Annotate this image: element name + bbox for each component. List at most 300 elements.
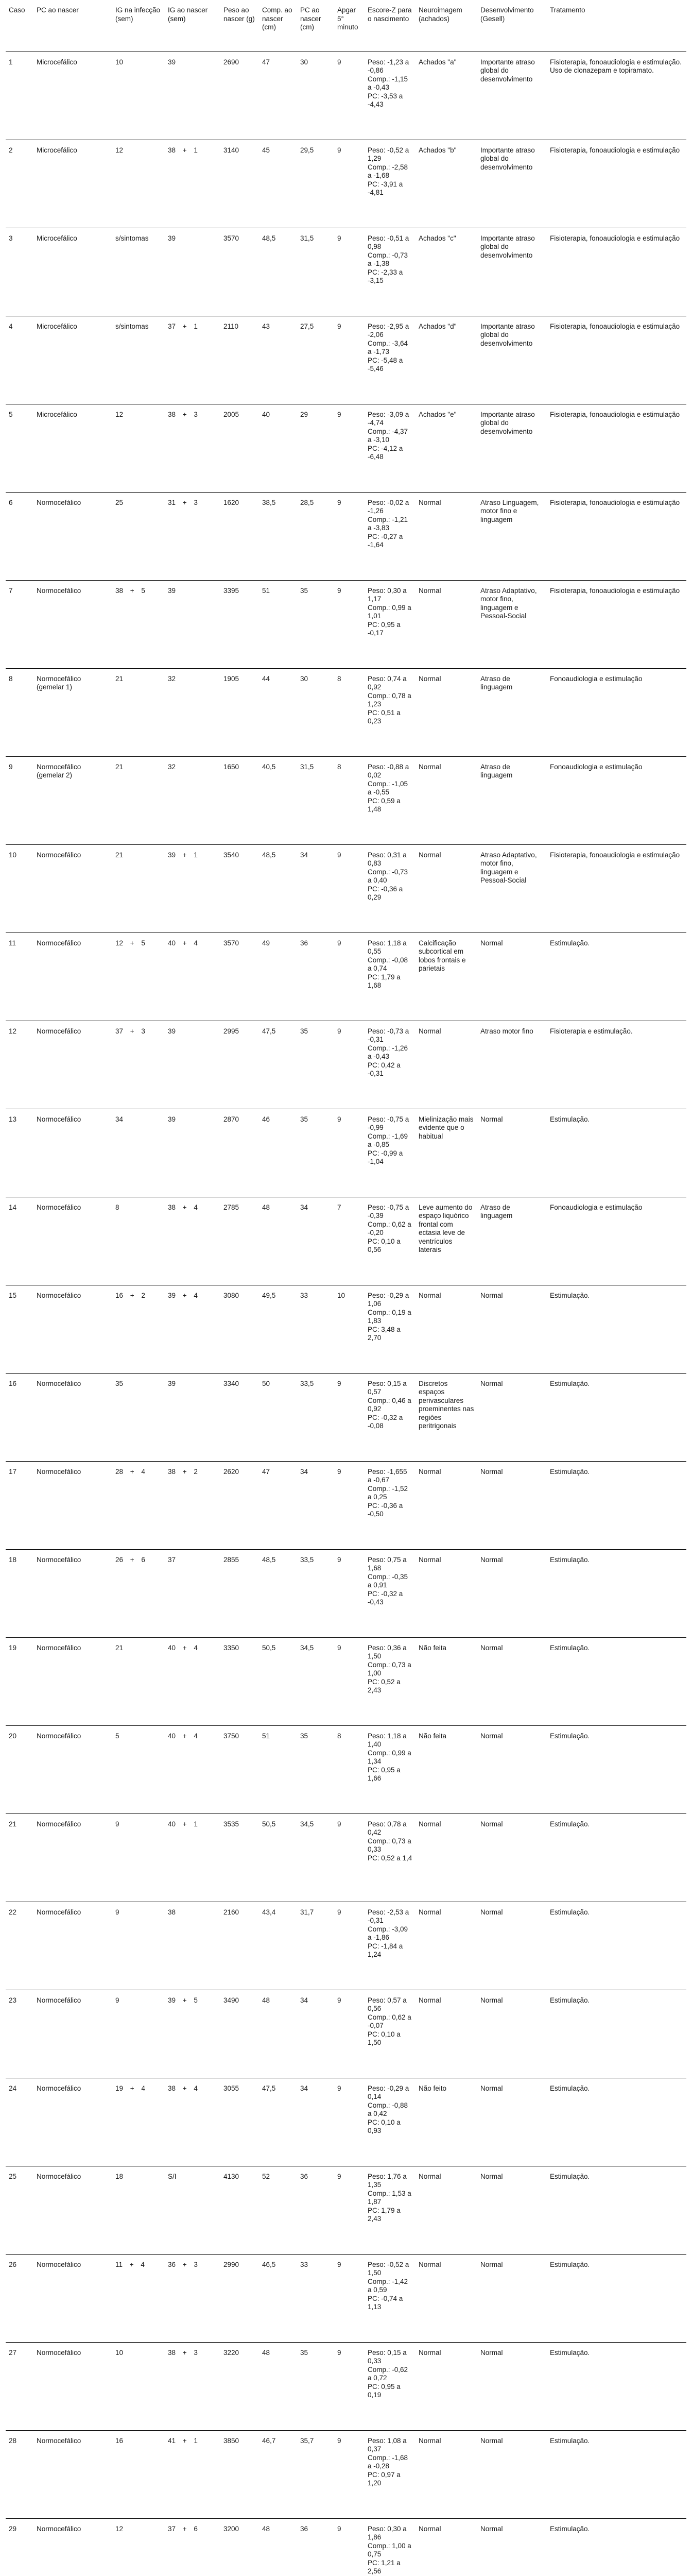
cell-apgar: 9	[334, 1461, 365, 1549]
cell-ig-na-infeccao: 11 + 4	[112, 2254, 165, 2342]
cell-ig-na-infeccao: 12	[112, 2518, 165, 2576]
cell-apgar: 9	[334, 844, 365, 933]
cell-neuroimagem: Discretos espaços perivasculares proeminentes nas regiões peritrigonais	[416, 1373, 477, 1461]
cell-caso: 26	[6, 2254, 33, 2342]
cell-neuroimagem: Normal	[416, 1021, 477, 1109]
cell-comp: 40,5	[259, 756, 297, 844]
cell-caso: 7	[6, 580, 33, 668]
cell-pc-cm: 31,5	[297, 756, 334, 844]
cell-escore-z: Peso: 1,18 a 1,40 Comp.: 0,99 a 1,34 PC: 0,95 a 1,66	[365, 1725, 416, 1814]
cell-escore-z: Peso: 0,30 a 1,86 Comp.: 1,00 a 0,75 PC: 1,21 a 2,56	[365, 2518, 416, 2576]
table-row	[6, 1373, 686, 1461]
header-neuroimagem: Neuroimagem (achados)	[416, 0, 477, 52]
cell-peso: 1620	[220, 492, 259, 580]
cell-tratamento: Fisioterapia, fonoaudiologia e estimulação	[547, 140, 686, 228]
table-row	[6, 2430, 686, 2518]
cell-ig-ao-nascer: 40 + 4	[165, 1637, 220, 1725]
cell-desenvolvimento: Normal	[477, 933, 547, 1021]
cell-ig-ao-nascer: 40 + 1	[165, 1814, 220, 1902]
cell-pc-ao-nascer: Microcefálico	[33, 316, 112, 404]
cell-desenvolvimento: Atraso de linguagem	[477, 756, 547, 844]
cell-peso: 3750	[220, 1725, 259, 1814]
cell-desenvolvimento: Normal	[477, 2342, 547, 2430]
cell-pc-ao-nascer: Normocefálico	[33, 1373, 112, 1461]
cell-neuroimagem: Normal	[416, 492, 477, 580]
cell-escore-z: Peso: 1,18 a 0,55 Comp.: -0,08 a 0,74 PC: 1,79 a 1,68	[365, 933, 416, 1021]
cell-pc-ao-nascer: Normocefálico	[33, 2342, 112, 2430]
cell-pc-cm: 34	[297, 1461, 334, 1549]
cell-pc-ao-nascer: Normocefálico	[33, 1461, 112, 1549]
cell-pc-cm: 33,5	[297, 1549, 334, 1637]
cell-comp: 52	[259, 2166, 297, 2254]
cell-ig-na-infeccao: 35	[112, 1373, 165, 1461]
cell-caso: 19	[6, 1637, 33, 1725]
cell-escore-z: Peso: 0,15 a 0,57 Comp.: 0,46 a 0,92 PC: -0,32 a -0,08	[365, 1373, 416, 1461]
cell-ig-na-infeccao: 19 + 4	[112, 2078, 165, 2166]
cell-ig-ao-nascer: 32	[165, 756, 220, 844]
cell-caso: 2	[6, 140, 33, 228]
cell-comp: 38,5	[259, 492, 297, 580]
cell-pc-cm: 34	[297, 1197, 334, 1285]
cell-pc-cm: 34,5	[297, 1637, 334, 1725]
cell-caso: 6	[6, 492, 33, 580]
cell-apgar: 9	[334, 52, 365, 140]
cell-pc-cm: 33	[297, 1285, 334, 1373]
cases-table	[6, 0, 686, 2576]
cell-ig-na-infeccao: 38 + 5	[112, 580, 165, 668]
cell-apgar: 9	[334, 2254, 365, 2342]
cell-tratamento: Estimulação.	[547, 2254, 686, 2342]
cell-pc-ao-nascer: Normocefálico	[33, 1902, 112, 1990]
cell-caso: 10	[6, 844, 33, 933]
table-row	[6, 1549, 686, 1637]
table-row	[6, 580, 686, 668]
cell-apgar: 9	[334, 2078, 365, 2166]
cell-pc-cm: 33	[297, 2254, 334, 2342]
table-row	[6, 492, 686, 580]
cell-pc-cm: 34	[297, 844, 334, 933]
table-row	[6, 1725, 686, 1814]
cell-ig-na-infeccao: 18	[112, 2166, 165, 2254]
cell-caso: 18	[6, 1549, 33, 1637]
header-desenvolvimento: Desenvolvimento (Gesell)	[477, 0, 547, 52]
cell-pc-cm: 34,5	[297, 1814, 334, 1902]
cell-ig-ao-nascer: 37	[165, 1549, 220, 1637]
cell-escore-z: Peso: 1,76 a 1,35 Comp.: 1,53 a 1,87 PC: 1,79 a 2,43	[365, 2166, 416, 2254]
cell-pc-cm: 34	[297, 1990, 334, 2078]
cell-peso: 2870	[220, 1109, 259, 1197]
cell-peso: 2995	[220, 1021, 259, 1109]
cell-pc-ao-nascer: Microcefálico	[33, 404, 112, 492]
cell-tratamento: Fisioterapia e estimulação.	[547, 1021, 686, 1109]
header-escore-z: Escore-Z para o nascimento	[365, 0, 416, 52]
cell-neuroimagem: Normal	[416, 1549, 477, 1637]
cell-peso: 2160	[220, 1902, 259, 1990]
cell-apgar: 9	[334, 2166, 365, 2254]
cell-caso: 1	[6, 52, 33, 140]
cell-pc-cm: 36	[297, 933, 334, 1021]
table-row	[6, 140, 686, 228]
table-row	[6, 1461, 686, 1549]
cell-comp: 49	[259, 933, 297, 1021]
cell-pc-cm: 35	[297, 580, 334, 668]
cell-tratamento: Fisioterapia, fonoaudiologia e estimulação	[547, 404, 686, 492]
cell-escore-z: Peso: -0,02 a -1,26 Comp.: -1,21 a -3,83 PC: -0,27 a -1,64	[365, 492, 416, 580]
cell-caso: 3	[6, 228, 33, 316]
cell-tratamento: Fisioterapia, fonoaudiologia e estimulação	[547, 492, 686, 580]
cell-pc-cm: 30	[297, 52, 334, 140]
cell-tratamento: Estimulação.	[547, 1461, 686, 1549]
cell-tratamento: Fisioterapia, fonoaudiologia e estimulação. Uso de clonazepam e topiramato.	[547, 52, 686, 140]
cell-desenvolvimento: Normal	[477, 1725, 547, 1814]
cell-apgar: 9	[334, 580, 365, 668]
cell-ig-na-infeccao: 34	[112, 1109, 165, 1197]
cell-apgar: 9	[334, 933, 365, 1021]
cell-comp: 46	[259, 1109, 297, 1197]
cell-tratamento: Estimulação.	[547, 1814, 686, 1902]
cell-comp: 48	[259, 2518, 297, 2576]
cell-ig-na-infeccao: 9	[112, 1814, 165, 1902]
cell-ig-na-infeccao: 12 + 5	[112, 933, 165, 1021]
cell-neuroimagem: Não feita	[416, 1637, 477, 1725]
cell-comp: 48	[259, 1197, 297, 1285]
cell-ig-na-infeccao: 26 + 6	[112, 1549, 165, 1637]
cell-tratamento: Estimulação.	[547, 2430, 686, 2518]
cell-pc-cm: 31,5	[297, 228, 334, 316]
cell-tratamento: Estimulação.	[547, 1990, 686, 2078]
cell-apgar: 9	[334, 316, 365, 404]
table-row	[6, 2342, 686, 2430]
cell-apgar: 9	[334, 1373, 365, 1461]
cell-pc-ao-nascer: Microcefálico	[33, 228, 112, 316]
cell-comp: 48	[259, 1990, 297, 2078]
cell-ig-ao-nascer: 39	[165, 1021, 220, 1109]
cell-desenvolvimento: Importante atraso global do desenvolvimento	[477, 228, 547, 316]
cell-neuroimagem: Não feito	[416, 2078, 477, 2166]
header-ig-na-infeccao: IG na infecção (sem)	[112, 0, 165, 52]
cell-ig-na-infeccao: 10	[112, 52, 165, 140]
cell-escore-z: Peso: -3,09 a -4,74 Comp.: -4,37 a -3,10 PC: -4,12 a -6,48	[365, 404, 416, 492]
cell-pc-ao-nascer: Normocefálico	[33, 1197, 112, 1285]
cell-ig-na-infeccao: 21	[112, 756, 165, 844]
cell-pc-ao-nascer: Normocefálico	[33, 1109, 112, 1197]
cell-pc-ao-nascer: Microcefálico	[33, 140, 112, 228]
cell-comp: 47,5	[259, 2078, 297, 2166]
cell-caso: 15	[6, 1285, 33, 1373]
cell-escore-z: Peso: 1,08 a 0,37 Comp.: -1,68 a -0,28 PC: 0,97 a 1,20	[365, 2430, 416, 2518]
cell-caso: 22	[6, 1902, 33, 1990]
cell-desenvolvimento: Normal	[477, 1285, 547, 1373]
cell-neuroimagem: Achados "e"	[416, 404, 477, 492]
cell-comp: 44	[259, 668, 297, 756]
cell-pc-ao-nascer: Microcefálico	[33, 52, 112, 140]
cell-neuroimagem: Normal	[416, 1814, 477, 1902]
cell-peso: 2990	[220, 2254, 259, 2342]
cell-escore-z: Peso: 0,74 a 0,92 Comp.: 0,78 a 1,23 PC: 0,51 a 0,23	[365, 668, 416, 756]
table-row	[6, 1814, 686, 1902]
table-header-row	[6, 0, 686, 52]
cell-ig-ao-nascer: 39 + 4	[165, 1285, 220, 1373]
cell-neuroimagem: Calcificação subcortical em lobos frontais e parietais	[416, 933, 477, 1021]
cell-caso: 11	[6, 933, 33, 1021]
cell-comp: 43,4	[259, 1902, 297, 1990]
cell-desenvolvimento: Normal	[477, 2254, 547, 2342]
cell-tratamento: Estimulação.	[547, 1549, 686, 1637]
cell-desenvolvimento: Normal	[477, 1461, 547, 1549]
cell-tratamento: Fisioterapia, fonoaudiologia e estimulação	[547, 316, 686, 404]
cell-apgar: 9	[334, 1990, 365, 2078]
cell-desenvolvimento: Normal	[477, 1637, 547, 1725]
cell-neuroimagem: Leve aumento do espaço liquórico frontal com ectasia leve de ventrículos laterais	[416, 1197, 477, 1285]
cell-caso: 16	[6, 1373, 33, 1461]
cell-escore-z: Peso: -0,29 a 0,14 Comp.: -0,88 a 0,42 PC: 0,10 a 0,93	[365, 2078, 416, 2166]
cell-tratamento: Estimulação.	[547, 2166, 686, 2254]
cell-pc-ao-nascer: Normocefálico	[33, 1725, 112, 1814]
cell-pc-ao-nascer: Normocefálico	[33, 2166, 112, 2254]
table-row	[6, 2254, 686, 2342]
cell-ig-ao-nascer: 40 + 4	[165, 933, 220, 1021]
cell-pc-cm: 29,5	[297, 140, 334, 228]
table-body	[6, 52, 686, 2576]
cell-apgar: 9	[334, 1637, 365, 1725]
cell-apgar: 9	[334, 492, 365, 580]
cell-comp: 48,5	[259, 228, 297, 316]
cell-caso: 4	[6, 316, 33, 404]
cell-peso: 2005	[220, 404, 259, 492]
cell-caso: 27	[6, 2342, 33, 2430]
cell-neuroimagem: Normal	[416, 844, 477, 933]
cell-apgar: 7	[334, 1197, 365, 1285]
cell-apgar: 9	[334, 2518, 365, 2576]
cell-neuroimagem: Normal	[416, 580, 477, 668]
cell-comp: 47	[259, 52, 297, 140]
cell-peso: 2785	[220, 1197, 259, 1285]
cell-comp: 48,5	[259, 844, 297, 933]
cell-caso: 29	[6, 2518, 33, 2576]
cell-tratamento: Estimulação.	[547, 1725, 686, 1814]
cell-pc-ao-nascer: Normocefálico (gemelar 1)	[33, 668, 112, 756]
table-row	[6, 1021, 686, 1109]
cell-escore-z: Peso: -1,23 a -0,86 Comp.: -1,15 a -0,43 PC: -3,53 a -4,43	[365, 52, 416, 140]
cell-peso: 4130	[220, 2166, 259, 2254]
cell-tratamento: Fonoaudiologia e estimulação	[547, 756, 686, 844]
header-apgar: Apgar 5° minuto	[334, 0, 365, 52]
cell-desenvolvimento: Atraso Linguagem, motor fino e linguagem	[477, 492, 547, 580]
cell-escore-z: Peso: -0,52 a 1,50 Comp.: -1,42 a 0,59 PC: -0,74 a 1,13	[365, 2254, 416, 2342]
cell-pc-ao-nascer: Normocefálico	[33, 492, 112, 580]
cell-ig-ao-nascer: 38 + 4	[165, 2078, 220, 2166]
cell-peso: 3350	[220, 1637, 259, 1725]
cell-escore-z: Peso: -2,95 a -2,06 Comp.: -3,64 a -1,73 PC: -5,48 a -5,46	[365, 316, 416, 404]
cell-peso: 3200	[220, 2518, 259, 2576]
cell-comp: 47	[259, 1461, 297, 1549]
cell-neuroimagem: Normal	[416, 1285, 477, 1373]
cell-pc-ao-nascer: Normocefálico	[33, 580, 112, 668]
cell-caso: 21	[6, 1814, 33, 1902]
cell-comp: 40	[259, 404, 297, 492]
cell-tratamento: Estimulação.	[547, 1902, 686, 1990]
cell-peso: 3490	[220, 1990, 259, 2078]
cell-ig-ao-nascer: 38 + 4	[165, 1197, 220, 1285]
header-comp-ao-nascer: Comp. ao nascer (cm)	[259, 0, 297, 52]
cell-comp: 48	[259, 2342, 297, 2430]
cell-pc-ao-nascer: Normocefálico	[33, 2078, 112, 2166]
table-row	[6, 844, 686, 933]
cell-peso: 1650	[220, 756, 259, 844]
cell-desenvolvimento: Atraso motor fino	[477, 1021, 547, 1109]
cell-desenvolvimento: Normal	[477, 2430, 547, 2518]
cell-peso: 2620	[220, 1461, 259, 1549]
cell-desenvolvimento: Importante atraso global do desenvolvimento	[477, 404, 547, 492]
cell-comp: 50,5	[259, 1814, 297, 1902]
cell-tratamento: Estimulação.	[547, 933, 686, 1021]
cell-caso: 8	[6, 668, 33, 756]
cell-apgar: 9	[334, 1902, 365, 1990]
cell-escore-z: Peso: 0,36 a 1,50 Comp.: 0,73 a 1,00 PC: 0,52 a 2,43	[365, 1637, 416, 1725]
cell-tratamento: Estimulação.	[547, 1285, 686, 1373]
cell-apgar: 9	[334, 1814, 365, 1902]
cell-pc-cm: 27,5	[297, 316, 334, 404]
cell-neuroimagem: Achados "a"	[416, 52, 477, 140]
table-row	[6, 2166, 686, 2254]
cell-pc-ao-nascer: Normocefálico	[33, 2430, 112, 2518]
cell-comp: 50,5	[259, 1637, 297, 1725]
cell-tratamento: Estimulação.	[547, 2078, 686, 2166]
cell-peso: 2855	[220, 1549, 259, 1637]
header-ig-ao-nascer: IG ao nascer (sem)	[165, 0, 220, 52]
table-row	[6, 1902, 686, 1990]
cell-neuroimagem: Normal	[416, 1902, 477, 1990]
cell-peso: 2110	[220, 316, 259, 404]
cell-ig-na-infeccao: 37 + 3	[112, 1021, 165, 1109]
cell-ig-ao-nascer: 38 + 3	[165, 2342, 220, 2430]
cell-neuroimagem: Normal	[416, 756, 477, 844]
cell-caso: 28	[6, 2430, 33, 2518]
cell-ig-na-infeccao: 28 + 4	[112, 1461, 165, 1549]
cell-ig-na-infeccao: 12	[112, 140, 165, 228]
cell-pc-cm: 31,7	[297, 1902, 334, 1990]
cell-peso: 3570	[220, 933, 259, 1021]
cell-escore-z: Peso: -2,53 a -0,31 Comp.: -3,09 a -1,86 PC: -1,84 a 1,24	[365, 1902, 416, 1990]
cell-escore-z: Peso: -0,29 a 1,06 Comp.: 0,19 a 1,83 PC: 3,48 a 2,70	[365, 1285, 416, 1373]
cell-desenvolvimento: Normal	[477, 2078, 547, 2166]
cell-pc-cm: 35	[297, 1021, 334, 1109]
cell-pc-cm: 30	[297, 668, 334, 756]
cell-ig-ao-nascer: 38 + 3	[165, 404, 220, 492]
cell-comp: 51	[259, 580, 297, 668]
cell-tratamento: Estimulação.	[547, 2342, 686, 2430]
cell-apgar: 9	[334, 228, 365, 316]
cell-pc-ao-nascer: Normocefálico	[33, 2254, 112, 2342]
cell-pc-ao-nascer: Normocefálico (gemelar 2)	[33, 756, 112, 844]
cell-tratamento: Estimulação.	[547, 1637, 686, 1725]
cell-peso: 3535	[220, 1814, 259, 1902]
cell-escore-z: Peso: -0,75 a -0,99 Comp.: -1,69 a -0,85 PC: -0,99 a -1,04	[365, 1109, 416, 1197]
cell-comp: 46,7	[259, 2430, 297, 2518]
cell-tratamento: Estimulação.	[547, 1109, 686, 1197]
cell-neuroimagem: Normal	[416, 2254, 477, 2342]
cell-apgar: 10	[334, 1285, 365, 1373]
cell-ig-na-infeccao: 16 + 2	[112, 1285, 165, 1373]
cell-caso: 23	[6, 1990, 33, 2078]
cell-caso: 9	[6, 756, 33, 844]
cell-ig-ao-nascer: 39 + 1	[165, 844, 220, 933]
table-row	[6, 1197, 686, 1285]
cell-comp: 47,5	[259, 1021, 297, 1109]
cell-caso: 13	[6, 1109, 33, 1197]
cell-caso: 5	[6, 404, 33, 492]
cell-neuroimagem: Achados "d"	[416, 316, 477, 404]
cell-caso: 20	[6, 1725, 33, 1814]
cell-pc-cm: 33,5	[297, 1373, 334, 1461]
cell-tratamento: Fonoaudiologia e estimulação	[547, 1197, 686, 1285]
cell-ig-na-infeccao: 21	[112, 1637, 165, 1725]
cell-pc-cm: 36	[297, 2166, 334, 2254]
cell-pc-cm: 35	[297, 1725, 334, 1814]
cell-pc-ao-nascer: Normocefálico	[33, 2518, 112, 2576]
cell-ig-ao-nascer: 38	[165, 1902, 220, 1990]
cell-comp: 45	[259, 140, 297, 228]
cell-ig-ao-nascer: 39	[165, 1373, 220, 1461]
cell-neuroimagem: Não feita	[416, 1725, 477, 1814]
cell-apgar: 9	[334, 2430, 365, 2518]
cell-ig-ao-nascer: 39	[165, 228, 220, 316]
cell-neuroimagem: Normal	[416, 1461, 477, 1549]
cell-ig-na-infeccao: 21	[112, 668, 165, 756]
cell-pc-cm: 34	[297, 2078, 334, 2166]
cell-apgar: 8	[334, 756, 365, 844]
cell-tratamento: Fisioterapia, fonoaudiologia e estimulação	[547, 580, 686, 668]
cell-apgar: 9	[334, 1021, 365, 1109]
cell-comp: 48,5	[259, 1549, 297, 1637]
table-row	[6, 756, 686, 844]
cell-peso: 3220	[220, 2342, 259, 2430]
table-row	[6, 2078, 686, 2166]
cell-caso: 24	[6, 2078, 33, 2166]
cell-neuroimagem: Mielinização mais evidente que o habitual	[416, 1109, 477, 1197]
cell-escore-z: Peso: 0,31 a 0,83 Comp.: -0,73 a 0,40 PC: -0,36 a 0,29	[365, 844, 416, 933]
table-row	[6, 1637, 686, 1725]
cell-escore-z: Peso: 0,15 a 0,33 Comp.: -0,62 a 0,72 PC: 0,95 a 0,19	[365, 2342, 416, 2430]
cell-apgar: 9	[334, 1549, 365, 1637]
cell-desenvolvimento: Importante atraso global do desenvolvimento	[477, 52, 547, 140]
cell-pc-ao-nascer: Normocefálico	[33, 1814, 112, 1902]
cell-neuroimagem: Achados "c"	[416, 228, 477, 316]
table-row	[6, 228, 686, 316]
cell-ig-ao-nascer: 38 + 1	[165, 140, 220, 228]
cell-neuroimagem: Normal	[416, 2342, 477, 2430]
cell-apgar: 8	[334, 1725, 365, 1814]
cell-escore-z: Peso: -0,51 a 0,98 Comp.: -0,73 a -1,38 PC: -2,33 a -3,15	[365, 228, 416, 316]
table-row	[6, 1285, 686, 1373]
cell-peso: 3340	[220, 1373, 259, 1461]
cell-ig-ao-nascer: 31 + 3	[165, 492, 220, 580]
cell-ig-na-infeccao: 9	[112, 1990, 165, 2078]
cell-escore-z: Peso: 0,57 a 0,56 Comp.: 0,62 a -0,07 PC: 0,10 a 1,50	[365, 1990, 416, 2078]
table-row	[6, 2518, 686, 2576]
table-row	[6, 933, 686, 1021]
cell-ig-na-infeccao: 8	[112, 1197, 165, 1285]
cell-desenvolvimento: Normal	[477, 1549, 547, 1637]
cell-comp: 49,5	[259, 1285, 297, 1373]
cell-pc-ao-nascer: Normocefálico	[33, 1637, 112, 1725]
cell-pc-cm: 28,5	[297, 492, 334, 580]
cell-ig-ao-nascer: 37 + 6	[165, 2518, 220, 2576]
cell-neuroimagem: Normal	[416, 2518, 477, 2576]
cell-ig-ao-nascer: 40 + 4	[165, 1725, 220, 1814]
cell-peso: 3140	[220, 140, 259, 228]
cell-ig-ao-nascer: 37 + 1	[165, 316, 220, 404]
